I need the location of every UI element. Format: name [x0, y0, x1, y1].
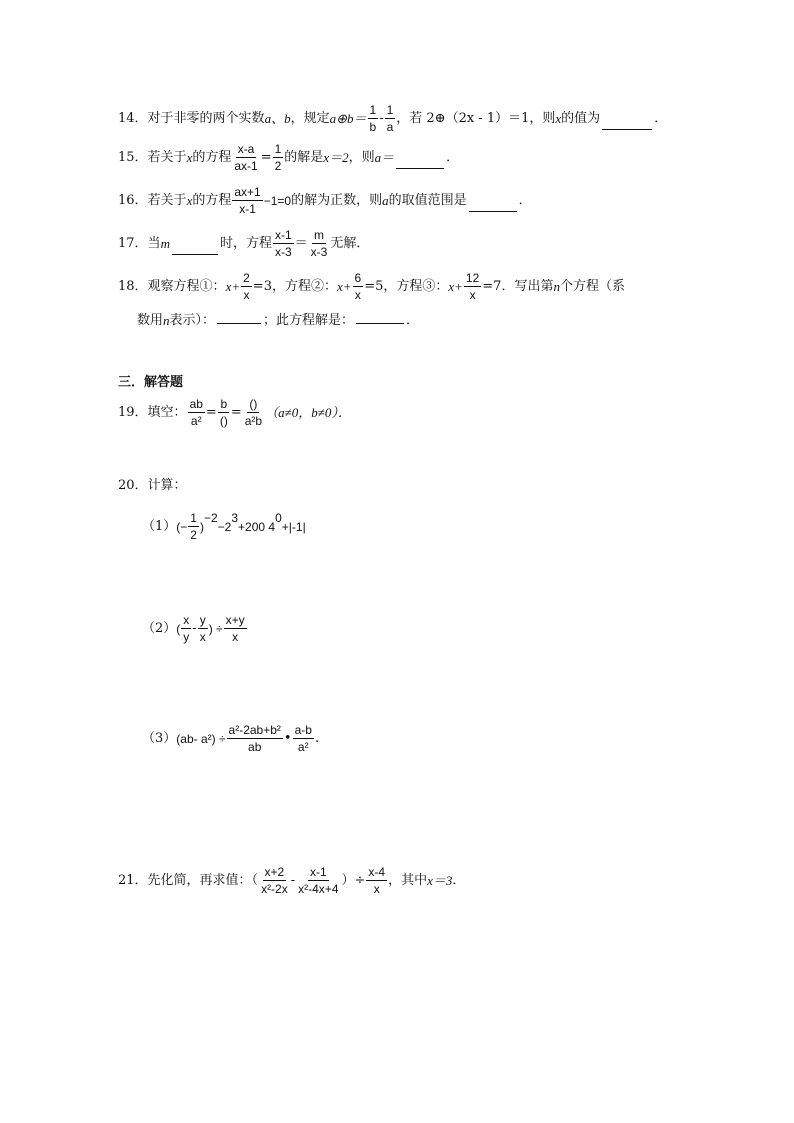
q14-answer-blank[interactable]: [602, 128, 652, 130]
question-20-2: （2） ( x y - y x ) ÷ $\frac{x+y}{x}$: [142, 613, 245, 644]
q14-text4: 的值为: [561, 111, 601, 126]
q14-ab: a、b: [264, 111, 291, 126]
q14-text1: 对于非零的两个实数: [147, 111, 265, 126]
q19-fraction-2[interactable]: b (): [219, 397, 228, 428]
q20-3-fraction-1: $\frac{\text{a²-2ab+b²}}{ab}$: [228, 723, 281, 754]
q14-text2: ，规定: [290, 111, 330, 126]
question-18: 18． 观察方程①： x+ $\frac{2}{x}$ =3，方程②： x+ $\frac{6}{x}$ =5，方程③： x+ $\frac{12}{x}$ =7．写出第 n 个方程（系: [118, 271, 625, 302]
q18-answer-blank-2[interactable]: [356, 322, 404, 324]
q21-fraction-1: x+2 x²-2x: [261, 865, 288, 896]
q20-1-fraction: $\frac{1}{2}$: [190, 511, 197, 542]
q18-fraction-1: $\frac{2}{x}$: [243, 271, 250, 302]
q16-fraction: ax+1 x-1: [234, 185, 261, 216]
q14-fraction-1: 1 b: [369, 103, 377, 134]
question-20-1: （1） (− $\frac{1}{2}$ ) −2 −2 3 +200 4 0 +|-1|: [142, 511, 306, 542]
q17-fraction-2: m x-3: [310, 228, 328, 259]
q20-2-fraction-2: y x: [199, 613, 206, 644]
section-title-answers: 三．解答题: [118, 375, 184, 390]
question-16: 16． 若关于 x 的方程 ax+1 x-1 −1=0 的解为正数，则 a 的取值范围是 ．: [118, 185, 532, 216]
q20-2-fraction-3: $\frac{x+y}{x}$: [225, 613, 245, 644]
q20-2-fraction-1: x y: [183, 613, 190, 644]
q17-answer-blank[interactable]: [172, 253, 218, 255]
question-21: 21． 先化简，再求值：（ x+2 x²-2x - x-1 x²-4x+4 ）÷ $\frac{x-4}{x}$ ，其中 x＝3 ．: [118, 865, 466, 896]
question-20: 20． 计算：: [118, 478, 187, 493]
question-19: 19． 填空： $\frac{ab}{\text{a²}}$ = b () = () a²b （a≠0，b≠0）．: [118, 397, 351, 428]
question-18-line2: 数用 n 表示）： ；此方程解是： ．: [137, 313, 420, 328]
q18-fraction-3: $\frac{12}{x}$: [465, 271, 480, 302]
q14-number: 14．: [118, 111, 148, 126]
question-20-3: （3） (ab- a²) ÷ $\frac{\text{a²-2ab+b²}}{ab}$ • a-b a² .: [142, 723, 320, 754]
q15-answer-blank[interactable]: [396, 167, 444, 169]
q14-expr: a⊕b＝: [329, 111, 367, 126]
question-17: 17． 当 m 时，方程 x-1 x-3 ＝ m x-3 无解．: [118, 228, 370, 259]
q20-3-fraction-2: a-b a²: [294, 723, 312, 754]
q18-fraction-2: $\frac{6}{x}$: [354, 271, 362, 302]
q18-answer-blank-1[interactable]: [217, 322, 261, 324]
question-15: 15． 若关于 x 的方程 $\frac{x-a}{ax-1}$ = $\frac{1}{2}$ 的解是 x＝2 ，则 a＝ ．: [118, 142, 460, 173]
question-14: 14． 对于非零的两个实数 a、b ，规定 a⊕b＝ 1 b - 1 a ，若 2⊕（2x - 1）＝1，则 x 的值为 ．: [118, 103, 668, 134]
q14-text3: ，若 2⊕（2x - 1）＝1，则: [396, 111, 556, 126]
q15-fraction-1: $\frac{x-a}{ax-1}$: [234, 142, 258, 173]
q19-fraction-1: $\frac{ab}{\text{a²}}$: [189, 397, 203, 428]
q14-fraction-2: 1 a: [386, 103, 394, 134]
q15-fraction-2: $\frac{1}{2}$: [274, 142, 282, 173]
q19-fraction-3[interactable]: () a²b: [244, 397, 263, 428]
q21-fraction-2: x-1 x²-4x+4: [298, 865, 339, 896]
q17-fraction-1: x-1 x-3: [274, 228, 292, 259]
q21-fraction-3: $\frac{x-4}{x}$: [368, 865, 386, 896]
q16-answer-blank[interactable]: [469, 210, 517, 212]
